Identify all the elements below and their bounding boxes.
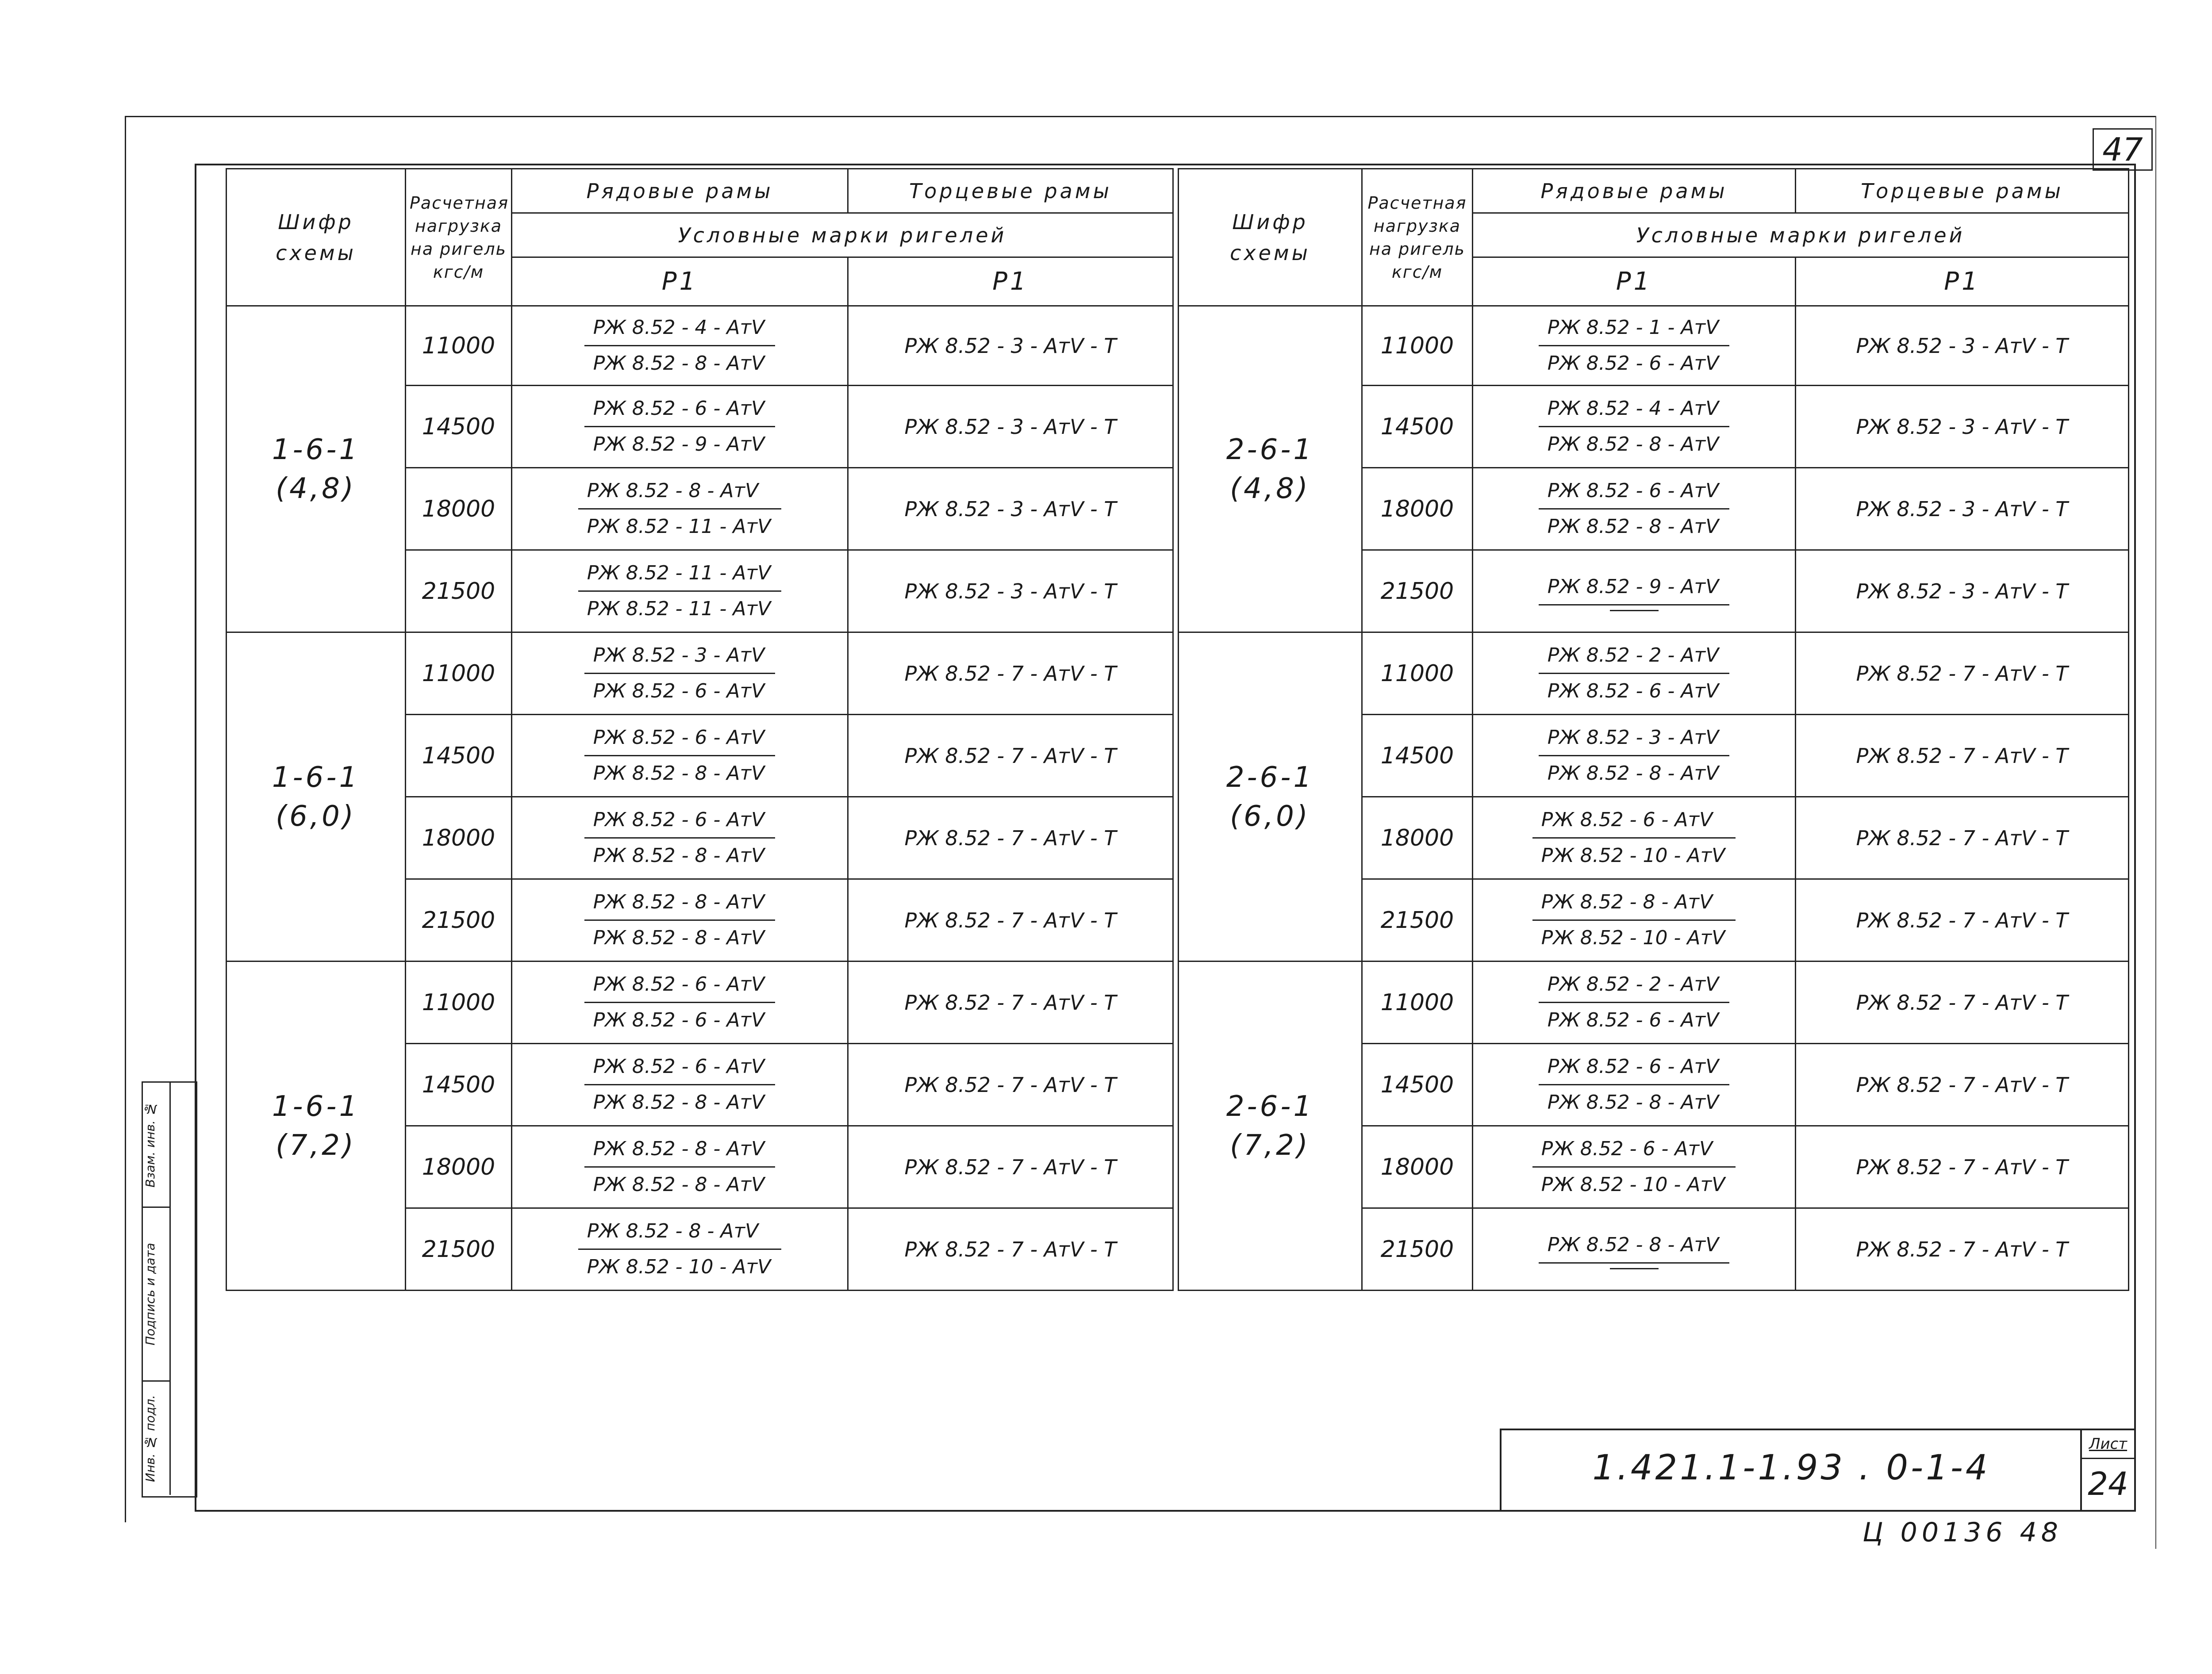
load-cell: 14500 — [406, 386, 512, 468]
table-row — [1179, 306, 2129, 386]
header-p1-end: Р1 — [1796, 257, 2129, 306]
scheme-code: 2-6-1 — [1226, 433, 1314, 466]
row-frame-mark-cell — [512, 306, 848, 386]
mark-fraction — [584, 312, 775, 379]
scheme-code: 2-6-1 — [1226, 1090, 1314, 1123]
load-cell: 14500 — [1362, 715, 1473, 797]
mark-numerator: РЖ 8.52 - 6 - АтV — [1532, 804, 1736, 839]
mark-fraction — [578, 558, 781, 624]
table-row — [227, 306, 1173, 386]
load-cell: 21500 — [406, 550, 512, 632]
mark-denominator: РЖ 8.52 - 8 - АтV — [593, 352, 765, 375]
spec-table-right-body — [1179, 169, 2129, 1291]
end-frame-mark-cell: РЖ 8.52 - 3 - АтV - Т — [848, 306, 1173, 386]
mark-denominator: РЖ 8.52 - 11 - АтV — [587, 515, 771, 538]
mark-denominator-dash — [1610, 1268, 1659, 1269]
row-frame-mark-cell — [512, 550, 848, 632]
row-frame-mark-cell — [1473, 1044, 1796, 1126]
mark-numerator: РЖ 8.52 - 9 - АтV — [1539, 571, 1729, 605]
mark-fraction — [584, 804, 775, 871]
row-frame-mark-cell — [1473, 797, 1796, 879]
header-end-frames: Торцевые рамы — [1796, 169, 2129, 213]
mark-fraction — [1539, 393, 1729, 460]
load-cell: 14500 — [1362, 386, 1473, 468]
mark-numerator: РЖ 8.52 - 6 - АтV — [584, 969, 775, 1003]
header-row-1 — [227, 169, 1173, 213]
mark-numerator: РЖ 8.52 - 3 - АтV — [584, 640, 775, 674]
mark-numerator: РЖ 8.52 - 4 - АтV — [584, 312, 775, 346]
outer-frame-right — [2155, 116, 2156, 1549]
mark-denominator: РЖ 8.52 - 6 - АтV — [1547, 1009, 1719, 1031]
scheme-cell — [1179, 632, 1362, 961]
mark-fraction — [584, 393, 775, 460]
header-conditional-marks: Условные марки ригелей — [512, 213, 1173, 257]
load-cell: 11000 — [1362, 961, 1473, 1044]
mark-denominator: РЖ 8.52 - 11 - АтV — [587, 598, 771, 620]
mark-denominator: РЖ 8.52 - 8 - АтV — [593, 762, 765, 785]
end-frame-mark-cell: РЖ 8.52 - 7 - АтV - Т — [848, 879, 1173, 961]
spec-table-left — [226, 168, 1174, 1291]
row-frame-mark-cell — [1473, 468, 1796, 550]
end-frame-mark-cell: РЖ 8.52 - 7 - АтV - Т — [1796, 715, 2129, 797]
mark-numerator: РЖ 8.52 - 6 - АтV — [584, 1051, 775, 1085]
header-load: Расчетная нагрузка на ригель кгс/м — [406, 169, 512, 306]
scheme-cell — [1179, 306, 1362, 632]
mark-numerator: РЖ 8.52 - 6 - АтV — [1539, 1051, 1729, 1085]
load-cell: 18000 — [1362, 468, 1473, 550]
mark-fraction — [1539, 722, 1729, 789]
load-cell: 11000 — [1362, 306, 1473, 386]
mark-fraction — [1532, 804, 1736, 871]
spec-table-right — [1178, 168, 2129, 1291]
end-frame-mark-cell: РЖ 8.52 - 3 - АтV - Т — [848, 468, 1173, 550]
row-frame-mark-cell — [512, 632, 848, 715]
mark-fraction — [1539, 312, 1729, 379]
load-cell: 18000 — [406, 468, 512, 550]
mark-numerator: РЖ 8.52 - 6 - АтV — [584, 804, 775, 839]
header-load: Расчетная нагрузка на ригель кгс/м — [1362, 169, 1473, 306]
header-p1-end: Р1 — [848, 257, 1173, 306]
row-frame-mark-cell — [1473, 550, 1796, 632]
mark-denominator: РЖ 8.52 - 8 - АтV — [593, 927, 765, 949]
mark-fraction — [1539, 640, 1729, 707]
mark-denominator: РЖ 8.52 - 8 - АтV — [1547, 433, 1719, 456]
mark-numerator: РЖ 8.52 - 8 - АтV — [578, 475, 781, 509]
header-row-frames: Рядовые рамы — [512, 169, 848, 213]
header-row-frames: Рядовые рамы — [1473, 169, 1796, 213]
page-number-top: 47 — [2093, 128, 2153, 171]
row-frame-mark-cell — [1473, 961, 1796, 1044]
spec-table-left-body — [227, 169, 1173, 1291]
end-frame-mark-cell: РЖ 8.52 - 7 - АтV - Т — [1796, 1208, 2129, 1291]
row-frame-mark-cell — [1473, 632, 1796, 715]
side-stamp — [142, 1081, 197, 1498]
mark-fraction — [578, 475, 781, 542]
end-frame-mark-cell: РЖ 8.52 - 7 - АтV - Т — [1796, 797, 2129, 879]
title-block — [1500, 1429, 2134, 1510]
header-scheme: Шифр схемы — [1179, 169, 1362, 306]
mark-numerator: РЖ 8.52 - 11 - АтV — [578, 558, 781, 592]
mark-denominator: РЖ 8.52 - 6 - АтV — [1547, 680, 1719, 702]
row-frame-mark-cell — [512, 879, 848, 961]
end-frame-mark-cell: РЖ 8.52 - 7 - АтV - Т — [848, 797, 1173, 879]
table-row — [1179, 632, 2129, 715]
load-cell: 18000 — [1362, 1126, 1473, 1208]
mark-fraction — [584, 887, 775, 954]
scheme-cell — [227, 306, 406, 632]
row-frame-mark-cell — [512, 1126, 848, 1208]
load-cell: 18000 — [406, 797, 512, 879]
end-frame-mark-cell: РЖ 8.52 - 7 - АтV - Т — [848, 1208, 1173, 1291]
mark-denominator: РЖ 8.52 - 8 - АтV — [593, 844, 765, 867]
end-frame-mark-cell: РЖ 8.52 - 7 - АтV - Т — [848, 715, 1173, 797]
load-cell: 21500 — [406, 1208, 512, 1291]
scheme-span: (7,2) — [276, 1129, 356, 1162]
mark-denominator: РЖ 8.52 - 10 - АтV — [1541, 844, 1725, 867]
end-frame-mark-cell: РЖ 8.52 - 3 - АтV - Т — [1796, 306, 2129, 386]
scheme-span: (6,0) — [1230, 800, 1310, 833]
end-frame-mark-cell: РЖ 8.52 - 7 - АтV - Т — [1796, 961, 2129, 1044]
scheme-code: 1-6-1 — [272, 1090, 360, 1123]
document-code: 1.421.1-1.93 . 0-1-4 — [1592, 1448, 1990, 1488]
archive-number: Ц 00136 48 — [1863, 1517, 2062, 1548]
mark-numerator: РЖ 8.52 - 6 - АтV — [584, 722, 775, 756]
load-cell: 21500 — [406, 879, 512, 961]
load-cell: 21500 — [1362, 550, 1473, 632]
mark-fraction — [584, 640, 775, 707]
end-frame-mark-cell: РЖ 8.52 - 3 - АтV - Т — [848, 550, 1173, 632]
mark-numerator: РЖ 8.52 - 4 - АтV — [1539, 393, 1729, 427]
end-frame-mark-cell: РЖ 8.52 - 7 - АтV - Т — [848, 632, 1173, 715]
scheme-span: (4,8) — [1230, 472, 1310, 505]
mark-denominator: РЖ 8.52 - 8 - АтV — [1547, 762, 1719, 785]
row-frame-mark-cell — [1473, 1126, 1796, 1208]
scheme-code: 2-6-1 — [1226, 761, 1314, 794]
scheme-cell — [227, 961, 406, 1291]
mark-denominator: РЖ 8.52 - 6 - АтV — [593, 680, 765, 702]
end-frame-mark-cell: РЖ 8.52 - 7 - АтV - Т — [1796, 1126, 2129, 1208]
scheme-span: (4,8) — [276, 472, 356, 505]
row-frame-mark-cell — [1473, 386, 1796, 468]
load-cell: 18000 — [406, 1126, 512, 1208]
row-frame-mark-cell — [1473, 306, 1796, 386]
stamp-text-replace: Взам. инв. № — [143, 1102, 157, 1188]
mark-numerator: РЖ 8.52 - 8 - АтV — [1539, 1230, 1729, 1264]
load-cell: 18000 — [1362, 797, 1473, 879]
stamp-text-original: Инв. № подл. — [143, 1394, 157, 1482]
mark-numerator: РЖ 8.52 - 6 - АтV — [1532, 1134, 1736, 1168]
load-cell: 11000 — [406, 961, 512, 1044]
end-frame-mark-cell: РЖ 8.52 - 7 - АтV - Т — [848, 1126, 1173, 1208]
end-frame-mark-cell: РЖ 8.52 - 7 - АтV - Т — [1796, 632, 2129, 715]
end-frame-mark-cell: РЖ 8.52 - 3 - АтV - Т — [1796, 468, 2129, 550]
stamp-text-signature: Подпись и дата — [143, 1243, 157, 1345]
header-scheme: Шифр схемы — [227, 169, 406, 306]
load-cell: 14500 — [406, 715, 512, 797]
scheme-span: (6,0) — [276, 800, 356, 833]
mark-denominator: РЖ 8.52 - 8 - АтV — [1547, 1091, 1719, 1114]
mark-fraction — [1539, 1230, 1729, 1269]
row-frame-mark-cell — [512, 797, 848, 879]
mark-fraction — [1539, 1051, 1729, 1118]
header-row-1 — [1179, 169, 2129, 213]
mark-numerator: РЖ 8.52 - 8 - АтV — [578, 1216, 781, 1250]
row-frame-mark-cell — [512, 961, 848, 1044]
mark-denominator: РЖ 8.52 - 8 - АтV — [1547, 515, 1719, 538]
row-frame-mark-cell — [1473, 715, 1796, 797]
mark-numerator: РЖ 8.52 - 2 - АтV — [1539, 969, 1729, 1003]
row-frame-mark-cell — [512, 1044, 848, 1126]
mark-denominator-dash — [1610, 610, 1659, 611]
row-frame-mark-cell — [512, 1208, 848, 1291]
end-frame-mark-cell: РЖ 8.52 - 3 - АтV - Т — [1796, 550, 2129, 632]
header-p1-row: Р1 — [512, 257, 848, 306]
row-frame-mark-cell — [512, 468, 848, 550]
mark-numerator: РЖ 8.52 - 2 - АтV — [1539, 640, 1729, 674]
load-cell: 11000 — [406, 632, 512, 715]
load-cell: 21500 — [1362, 879, 1473, 961]
mark-denominator: РЖ 8.52 - 10 - АтV — [587, 1256, 771, 1278]
mark-fraction — [1532, 887, 1736, 954]
row-frame-mark-cell — [512, 386, 848, 468]
mark-numerator: РЖ 8.52 - 1 - АтV — [1539, 312, 1729, 346]
mark-denominator: РЖ 8.52 - 6 - АтV — [593, 1009, 765, 1031]
row-frame-mark-cell — [1473, 879, 1796, 961]
end-frame-mark-cell: РЖ 8.52 - 3 - АтV - Т — [1796, 386, 2129, 468]
mark-numerator: РЖ 8.52 - 3 - АтV — [1539, 722, 1729, 756]
mark-fraction — [1532, 1134, 1736, 1200]
mark-numerator: РЖ 8.52 - 6 - АтV — [1539, 475, 1729, 509]
end-frame-mark-cell: РЖ 8.52 - 7 - АтV - Т — [1796, 879, 2129, 961]
end-frame-mark-cell: РЖ 8.52 - 3 - АтV - Т — [848, 386, 1173, 468]
table-row — [227, 632, 1173, 715]
sheet-label: Лист — [2082, 1430, 2134, 1459]
header-p1-row: Р1 — [1473, 257, 1796, 306]
load-cell: 11000 — [1362, 632, 1473, 715]
mark-fraction — [584, 969, 775, 1036]
mark-denominator: РЖ 8.52 - 8 - АтV — [593, 1091, 765, 1114]
scheme-code: 1-6-1 — [272, 761, 360, 794]
outer-frame-left — [125, 116, 126, 1522]
mark-denominator: РЖ 8.52 - 10 - АтV — [1541, 927, 1725, 949]
load-cell: 14500 — [1362, 1044, 1473, 1126]
end-frame-mark-cell: РЖ 8.52 - 7 - АтV - Т — [848, 1044, 1173, 1126]
load-cell: 11000 — [406, 306, 512, 386]
scheme-code: 1-6-1 — [272, 433, 360, 466]
table-row — [1179, 961, 2129, 1044]
mark-fraction — [584, 722, 775, 789]
header-end-frames: Торцевые рамы — [848, 169, 1173, 213]
mark-fraction — [1539, 475, 1729, 542]
mark-denominator: РЖ 8.52 - 6 - АтV — [1547, 352, 1719, 375]
row-frame-mark-cell — [1473, 1208, 1796, 1291]
end-frame-mark-cell: РЖ 8.52 - 7 - АтV - Т — [1796, 1044, 2129, 1126]
mark-fraction — [1539, 571, 1729, 611]
mark-denominator: РЖ 8.52 - 8 - АтV — [593, 1173, 765, 1196]
mark-denominator: РЖ 8.52 - 10 - АтV — [1541, 1173, 1725, 1196]
header-conditional-marks: Условные марки ригелей — [1473, 213, 2129, 257]
scheme-cell — [227, 632, 406, 961]
table-row — [227, 961, 1173, 1044]
mark-fraction — [584, 1051, 775, 1118]
mark-numerator: РЖ 8.52 - 8 - АтV — [584, 1134, 775, 1168]
mark-numerator: РЖ 8.52 - 6 - АтV — [584, 393, 775, 427]
scheme-span: (7,2) — [1230, 1129, 1310, 1162]
load-cell: 14500 — [406, 1044, 512, 1126]
sheet-number: 24 — [2088, 1465, 2128, 1502]
mark-fraction — [578, 1216, 781, 1283]
mark-numerator: РЖ 8.52 - 8 - АтV — [1532, 887, 1736, 921]
mark-fraction — [1539, 969, 1729, 1036]
end-frame-mark-cell: РЖ 8.52 - 7 - АтV - Т — [848, 961, 1173, 1044]
mark-fraction — [584, 1134, 775, 1200]
mark-numerator: РЖ 8.52 - 8 - АтV — [584, 887, 775, 921]
scheme-cell — [1179, 961, 1362, 1291]
mark-denominator: РЖ 8.52 - 9 - АтV — [593, 433, 765, 456]
load-cell: 21500 — [1362, 1208, 1473, 1291]
row-frame-mark-cell — [512, 715, 848, 797]
sheet-cell — [2080, 1430, 2134, 1510]
